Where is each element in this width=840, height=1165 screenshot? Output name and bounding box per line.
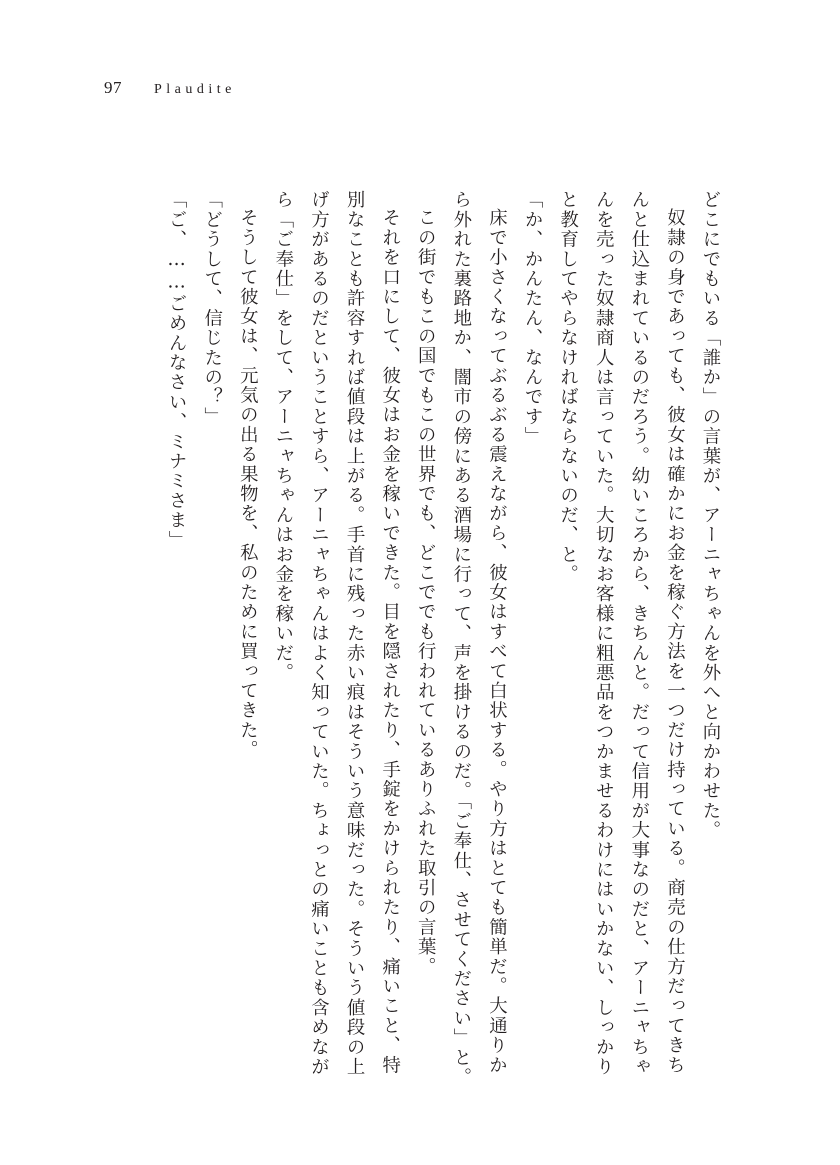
- paragraph-3: 床で小さくなってぶるぶる震えながら、彼女はすべて白状する。やり方はとても簡単だ。大通りから外れた裏路地か、闇市の傍にある酒場に行って、声を掛けるのだ。「ご奉仕、させてください」と。: [450, 190, 508, 1087]
- paragraph-2: 奴隷の身であっても、彼女は確かにお金を稼ぐ方法を一つだけ持っている。商売の仕方だってきちんと仕込まれているのだろう。幼いころから、きちんと。だって信用が大事なのだと、アーニャちゃんを売った奴隷商人は言っていた。大切なお客様に粗悪品をつかませるわけにはいかない、しっかりと教育してやらなければならないのだ、と。: [557, 190, 686, 1077]
- dialogue-line-1: 「か、かんたん、なんです」: [522, 190, 544, 447]
- paragraph-4: この街でもこの国でもこの世界でも、どこででも行われているありふれた取引の言葉。: [415, 208, 437, 977]
- paragraph-1: どこにでもいる「誰か」の言葉が、アーニャちゃんを外へと向かわせた。: [700, 190, 721, 841]
- paragraph-5: それを口にして、彼女はお金を稼いできた。目を隠されたり、手錠をかけられたり、痛いこと、特別なことも許容すれば値段は上がる。手首に残った赤い痕はそういう意味だった。そういう値段の上げ方があるのだということすら、アーニャちゃんはよく知っていた。ちょっとの痛いことも含めながら「ご奉仕」をして、アーニャちゃんはお金を稼いだ。: [272, 190, 401, 1077]
- vertical-text-body: [159, 190, 729, 1090]
- page-number: 97: [104, 78, 122, 97]
- paragraph-6: そうして彼女は、元気の出る果物を、私のために買ってきた。: [237, 208, 259, 760]
- page-header: [104, 78, 236, 98]
- dialogue-line-3: 「ご、……ごめんなさい、ミナミさま」: [166, 190, 188, 550]
- dialogue-line-2: 「どうして、信じたの？」: [201, 190, 223, 427]
- running-title: Plaudite: [154, 82, 236, 97]
